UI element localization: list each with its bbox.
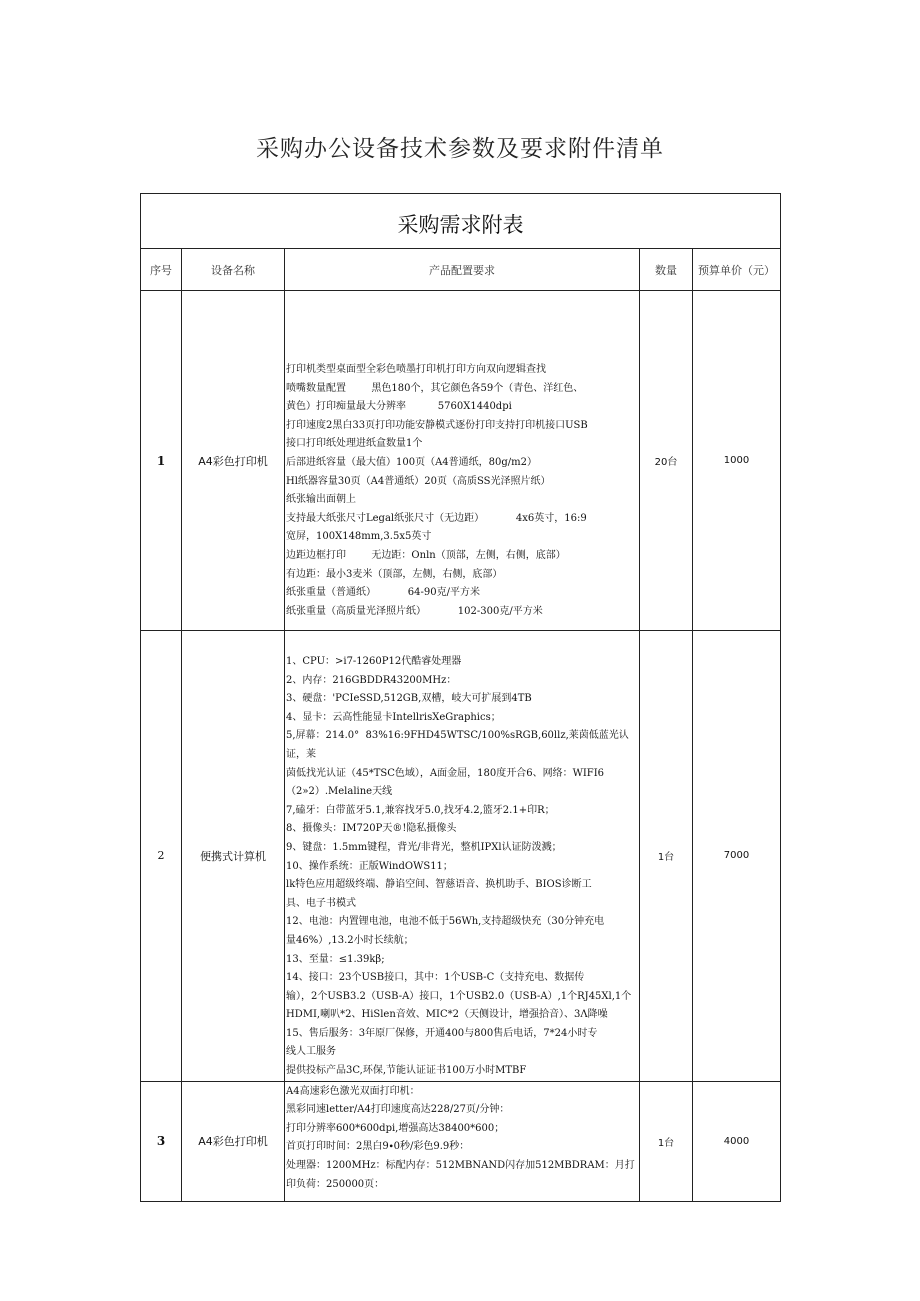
- table-header-row: [141, 249, 781, 291]
- row-qty: 1台: [640, 1081, 693, 1201]
- row-qty: 1台: [640, 631, 693, 1082]
- row-price: 7000: [693, 631, 781, 1082]
- document-title: 采购办公设备技术参数及要求附件清单: [256, 136, 664, 162]
- spec-line: 1、CPU：>i7-1260P12代酷睿处理器: [286, 656, 462, 667]
- row-spec: [285, 291, 640, 631]
- spec-line: 2、内存：216GBDDR43200MHz：: [286, 674, 457, 686]
- table-row: [141, 1081, 781, 1201]
- spec-line: 输），2个USB3.2（USB-A）接口，1个USB2.0（USB-A）,1个RJ45Xl,1个: [286, 990, 632, 1002]
- spec-line: 提供投标产品3C,环保,节能认证证书100万小时MTBF: [286, 1065, 527, 1077]
- row-name: A4彩色打印机: [182, 291, 285, 631]
- spec-line: 具、电子书模式: [286, 897, 356, 909]
- spec-line: 9、键盘：1.5mm键程，背光/非背光，整机IPXl认证防泼溅；: [286, 841, 562, 853]
- spec-line: HDMI,喇叭*2、HiSlen音效、MIC*2（天侧设计，增强拾音）、3Λ降噪: [286, 1009, 608, 1021]
- spec-line: 纸张重量（高质量光泽照片纸） 102-300克/平方米: [286, 605, 543, 617]
- spec-line: Hl纸器容量30页（A4普通纸）20页（高质SS光泽照片纸）: [286, 475, 551, 487]
- row-spec: [285, 1081, 640, 1201]
- spec-line: 3、硬盘：'PCIeSSD,512GB,双槽，岐大可扩展到4TB: [286, 693, 532, 705]
- spec-line: 纸张输出面朝上: [286, 494, 356, 506]
- spec-line: 4、显卡：云高性能显卡IntellrisXeGraphics；: [286, 711, 501, 723]
- spec-line: 14、接口：23个USB接口，其中：1个USB-C（支持充电、数据传: [286, 972, 585, 984]
- spec-line: （2»2）.Melaline天线: [286, 786, 393, 798]
- spec-line: 5,屏幕：214.0° 83%16:9FHD45WTSC/100%sRGB,60llz,莱茵低蓝光认证，莱: [286, 730, 629, 760]
- table-row: [141, 291, 781, 631]
- spec-line: 有边距：最小3麦米（顶部，左侧，右侧，底部）: [286, 568, 503, 580]
- spec-line: 12、电池：内置锂电池，电池不低于56Wh,支持超级快充（30分钟充电: [286, 916, 605, 928]
- spec-line: 喷嘴数量配置 黑色180个，其它颜色各59个（青色、洋红色、: [286, 382, 584, 394]
- row-seq: 3: [141, 1081, 182, 1201]
- header-name: 设备名称: [182, 249, 285, 291]
- row-price: 1000: [693, 291, 781, 631]
- row-seq: 2: [141, 631, 182, 1082]
- spec-line: 支持最大纸张尺寸Legal纸张尺寸（无边距） 4x6英寸，16:9: [286, 512, 587, 524]
- spec-line: A4高速彩色激光双面打印机：: [286, 1085, 420, 1097]
- spec-line: 10、操作系统：正版WindOWS11；: [286, 860, 453, 872]
- spec-line: 打印速度2黑白33页打印功能安静模式逐份打印支持打印机接口USB: [286, 419, 588, 431]
- spec-line: 8、摄像头：IM720P天®!隐私摄像头: [286, 823, 457, 835]
- spec-line: lk特色应用超级终端、静谄空间、智慈语音、换机助手、BIOS诊断工: [286, 879, 592, 891]
- spec-line: 量46%）,13.2小时长续航；: [286, 934, 414, 946]
- spec-line: 15、售后服务：3年原厂保修，开通400与800售后电话，7*24小时专: [286, 1027, 598, 1039]
- spec-line: 后部进纸容量（最大值）100页（A4普通纸，80g∕m2）: [286, 456, 538, 468]
- spec-line: 接口打印纸处理进纸盒数量1个: [286, 438, 423, 450]
- spec-line: 线人工服务: [286, 1046, 336, 1058]
- header-price: 预算单价（元）: [693, 249, 781, 291]
- spec-line: 宽屏，100X148mm,3.5x5英寸: [286, 531, 432, 543]
- header-qty: 数量: [640, 249, 693, 291]
- row-name: A4彩色打印机: [182, 1081, 285, 1201]
- table-row: [141, 631, 781, 1082]
- row-name: 便携式计算机: [182, 631, 285, 1082]
- spec-line: 打印机类型桌面型全彩色喷墨打印机打印方向双向逻辑查找: [286, 364, 546, 375]
- spec-line: 边距边框打印 无边距：Onln（顶部，左侧，右侧，底部）: [286, 549, 566, 561]
- spec-line: 黄色）打印痴量最大分辨率 5760X1440dpi: [286, 401, 512, 413]
- row-spec: [285, 631, 640, 1082]
- row-seq: 1: [141, 291, 182, 631]
- procurement-table: [140, 193, 781, 1202]
- table-caption: 采购需求附表: [141, 194, 781, 249]
- spec-line: 印负荷：250000页：: [286, 1178, 385, 1190]
- spec-line: 黑彩同速letter/A4打印速度高达228/27页/分钟：: [286, 1104, 510, 1116]
- header-seq: 序号: [141, 249, 182, 291]
- spec-line: 纸张重量（普通纸） 64-90克/平方米: [286, 587, 480, 599]
- spec-line: 13、至量：≤1.39kβ;: [286, 953, 385, 965]
- row-qty: 20台: [640, 291, 693, 631]
- spec-line: 7,磕牙：白带蓝牙5.1,兼容找牙5.0,找牙4.2,篮牙2.1+印R；: [286, 804, 555, 816]
- spec-line: 茵低找光认证（45*TSC色域），A面金屈，180度开合6、网络：WIFI6: [286, 767, 605, 779]
- spec-line: 打印分辨率600*600dpi,增强高达38400*600；: [286, 1122, 505, 1134]
- row-price: 4000: [693, 1081, 781, 1201]
- header-spec: 产品配置要求: [285, 249, 640, 291]
- spec-line: 处理器：1200MHz：标配内存：512MBNAND闪存加512MBDRAM：月打: [286, 1160, 635, 1172]
- spec-line: 首页打印时间：2黑白9∙0秒/彩色9.9秒：: [286, 1141, 470, 1153]
